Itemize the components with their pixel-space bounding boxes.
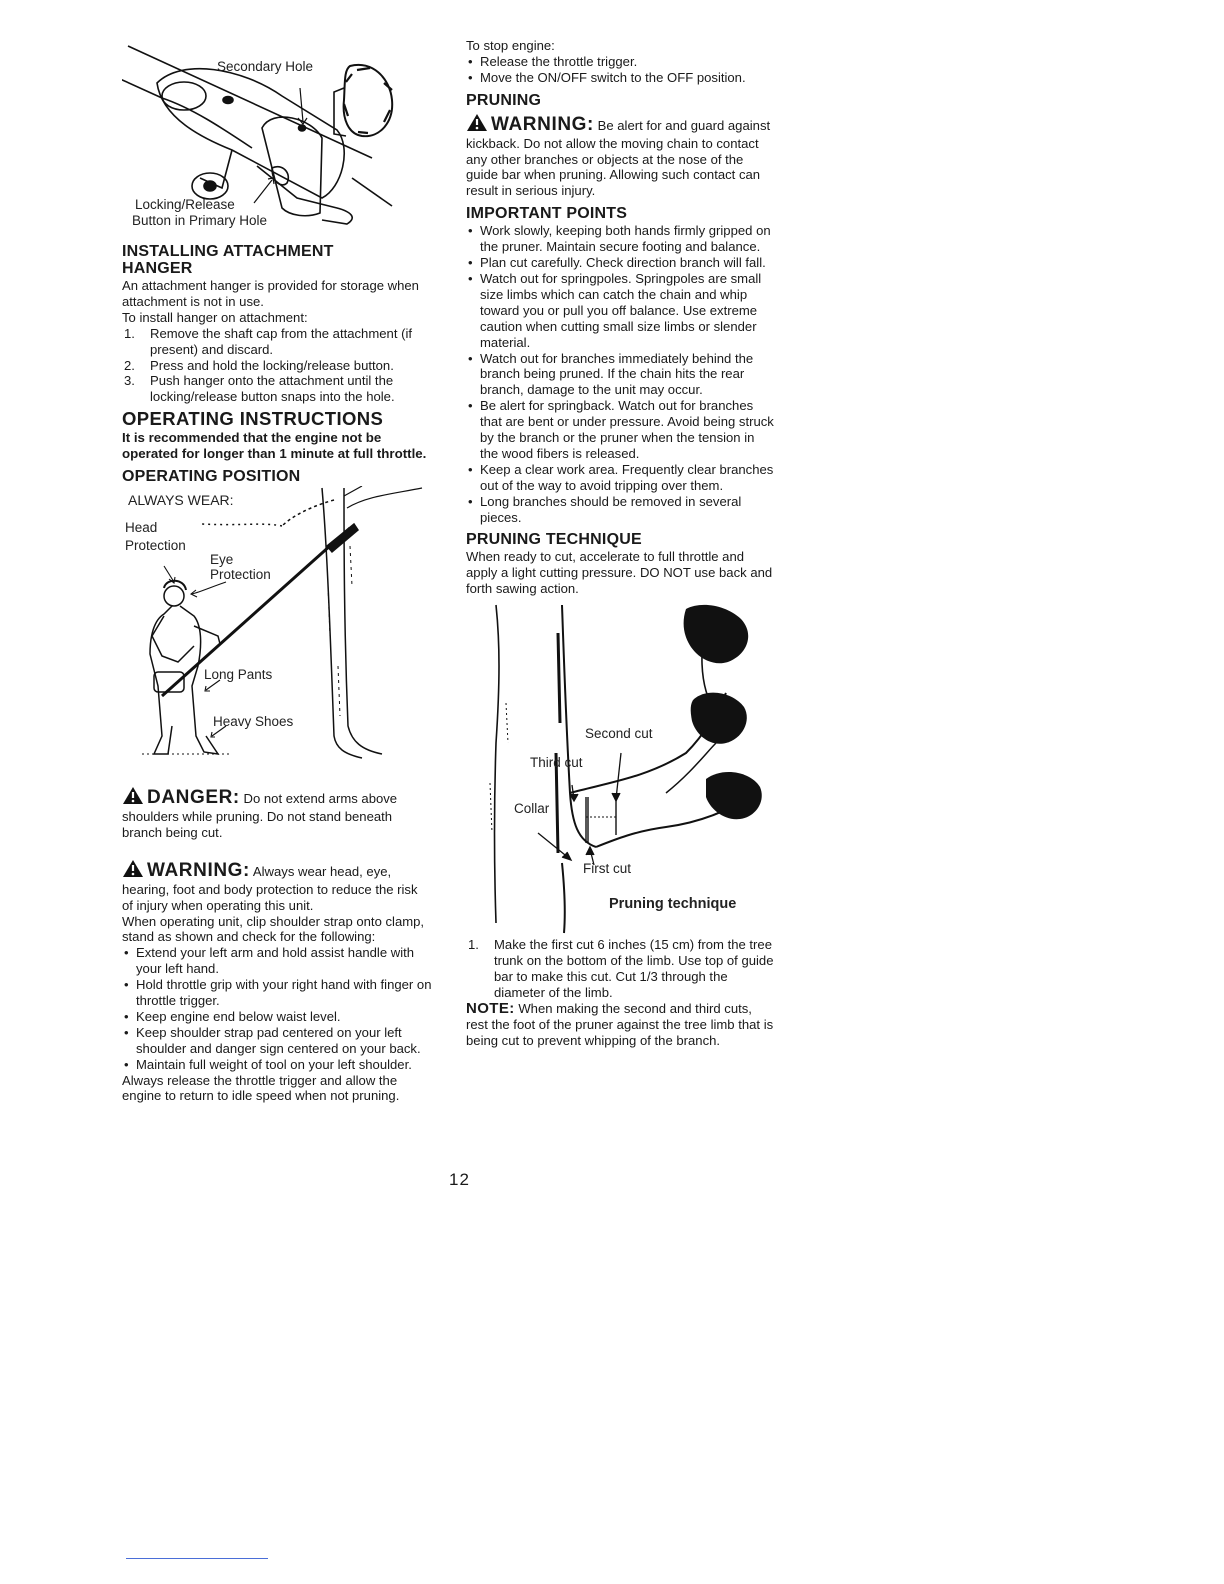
release-throttle-note: Always release the throttle trigger and allow the engine to return to idle speed when not pruning. [122,1072,400,1104]
operating-position-title: OPERATING POSITION [122,468,301,486]
pruning-warning-block [466,113,776,200]
warning-triangle-icon [122,786,144,809]
list-item: • Watch out for springpoles. Springpoles are small size limbs which can catch the chain and whip toward you or pull you off balance. Use extreme caution when cutting small size limbs or slender material. [466,271,776,351]
step-number: 1. [124,325,135,341]
warning-followup: When operating unit, clip shoulder strap onto clamp, stand as shown and check for the following: [122,913,425,945]
primary-hole-label: Button in Primary Hole [132,213,268,228]
stop-engine-section [466,38,776,86]
warning-word: WARNING: [147,859,250,881]
installing-hanger-steps [122,326,432,406]
warning-protection-block [122,859,432,1105]
installing-hanger-step [122,358,432,374]
left-column [122,38,432,1104]
installing-hanger-title-line2: HANGER [122,260,193,277]
step-text: Make the first cut 6 inches (15 cm) from the tree trunk on the bottom of the limb. Use top of guide bar to make this cut. Cut 1/3 through the diameter of the limb. [494,937,774,1000]
list-item: • Long branches should be removed in several pieces. [466,494,776,526]
pruning-technique-title: PRUNING TECHNIQUE [466,531,642,549]
hanger-figure [122,38,432,238]
pruning-cuts-illustration [466,603,776,937]
pruning-note [466,1001,776,1049]
installing-hanger-intro: An attachment hanger is provided for storage when attachment is not in use. [122,278,419,309]
step-number: 2. [124,357,135,373]
list-item: • Maintain full weight of tool on your left shoulder. [122,1057,432,1073]
list-item: • Plan cut carefully. Check direction branch will fall. [466,255,776,271]
list-item: • Move the ON/OFF switch to the OFF position. [466,70,776,86]
list-item: • Keep shoulder strap pad centered on your left shoulder and danger sign centered on your back. [122,1025,432,1057]
operating-recommendation: It is recommended that the engine not be operated for longer than 1 minute at full throttle. [122,430,427,462]
pruning-technique-figure [466,603,776,937]
long-pants-label: Long Pants [204,667,273,683]
step-text: Remove the shaft cap from the attachment (if present) and discard. [150,325,412,357]
operating-checklist [122,945,432,1072]
danger-block [122,786,432,841]
figure-caption: Pruning technique [609,896,737,913]
first-cut-label: First cut [583,861,632,877]
eye-protection-label: Protection [210,567,271,583]
pruning-technique-text: When ready to cut, accelerate to full throttle and apply a light cutting pressure. DO NOT use back and forth sawing action. [466,549,773,597]
list-item: • Hold throttle grip with your right hand with finger on throttle trigger. [122,977,432,1009]
list-item: • Work slowly, keeping both hands firmly gripped on the pruner. Maintain secure footing and balance. [466,223,776,255]
note-word: NOTE: [466,999,515,1017]
list-item: • Keep a clear work area. Frequently clear branches out of the way to avoid tripping over them. [466,462,776,494]
right-column [466,38,776,1049]
installing-hanger-section [122,243,432,405]
secondary-hole-label: Secondary Hole [217,59,314,74]
installing-hanger-lead: To install hanger on attachment: [122,309,308,325]
list-item: • Extend your left arm and hold assist handle with your left hand. [122,945,432,977]
list-item: • Keep engine end below waist level. [122,1009,432,1025]
list-item: • Watch out for branches immediately behind the branch being pruned. If the chain hits the rear branch, damage to the unit may occur. [466,351,776,399]
pruning-warning-word: WARNING: [491,113,594,135]
list-item: • Release the throttle trigger. [466,54,776,70]
pruning-title: PRUNING [466,91,542,109]
second-cut-label: Second cut [585,726,653,742]
collar-label: Collar [514,801,550,817]
installing-hanger-title-line1: INSTALLING ATTACHMENT [122,243,334,260]
eye-label: Eye [210,552,234,568]
footer-rule [126,1558,268,1559]
head-protection-label: Protection [125,538,186,554]
pruning-step [466,937,776,1001]
step-number: 3. [124,373,135,389]
locking-release-label: Locking/Release [135,197,235,212]
list-item: • Be alert for springback. Watch out for branches that are bent or under pressure. Avoid being struck by the branch or the pruner when the tension in the wood fibers is released. [466,398,776,462]
stop-engine-lead: To stop engine: [466,38,555,53]
operating-position-figure [122,486,432,772]
step-number: 1. [468,937,479,953]
pruning-warning-text: Be alert for and guard against kickback. Do not allow the moving chain to contact any other branches or objects at the nose of the guide bar when pruning. Allowing such contact can result in serious injury. [466,117,771,199]
installing-hanger-step [122,326,432,358]
installing-hanger-title [122,243,432,277]
pruning-steps [466,937,776,1001]
warning-triangle-icon [466,113,488,136]
important-points-list [466,223,776,525]
step-text: Press and hold the locking/release button. [150,357,394,373]
step-text: Push hanger onto the attachment until the locking/release button snaps into the hole. [150,373,395,405]
danger-text: Do not extend arms above shoulders while pruning. Do not stand beneath branch being cut. [122,791,398,840]
head-label: Head [125,520,158,536]
operating-instructions-title: OPERATING INSTRUCTIONS [122,408,384,430]
danger-word: DANGER: [147,787,240,809]
page-number: 12 [449,1170,470,1189]
warning-triangle-icon [122,859,144,882]
heavy-shoes-label: Heavy Shoes [213,714,294,730]
stop-engine-list [466,54,776,86]
installing-hanger-step [122,373,432,405]
important-points-title: IMPORTANT POINTS [466,205,628,223]
always-wear-label: ALWAYS WEAR: [128,492,234,509]
warning-protection-text: Always wear head, eye, hearing, foot and body protection to reduce the risk of injury when operating this unit. [122,863,418,913]
note-text: When making the second and third cuts, rest the foot of the pruner against the tree limb that is being cut to prevent whipping of the branch. [466,1000,774,1048]
third-cut-label: Third cut [530,755,583,771]
